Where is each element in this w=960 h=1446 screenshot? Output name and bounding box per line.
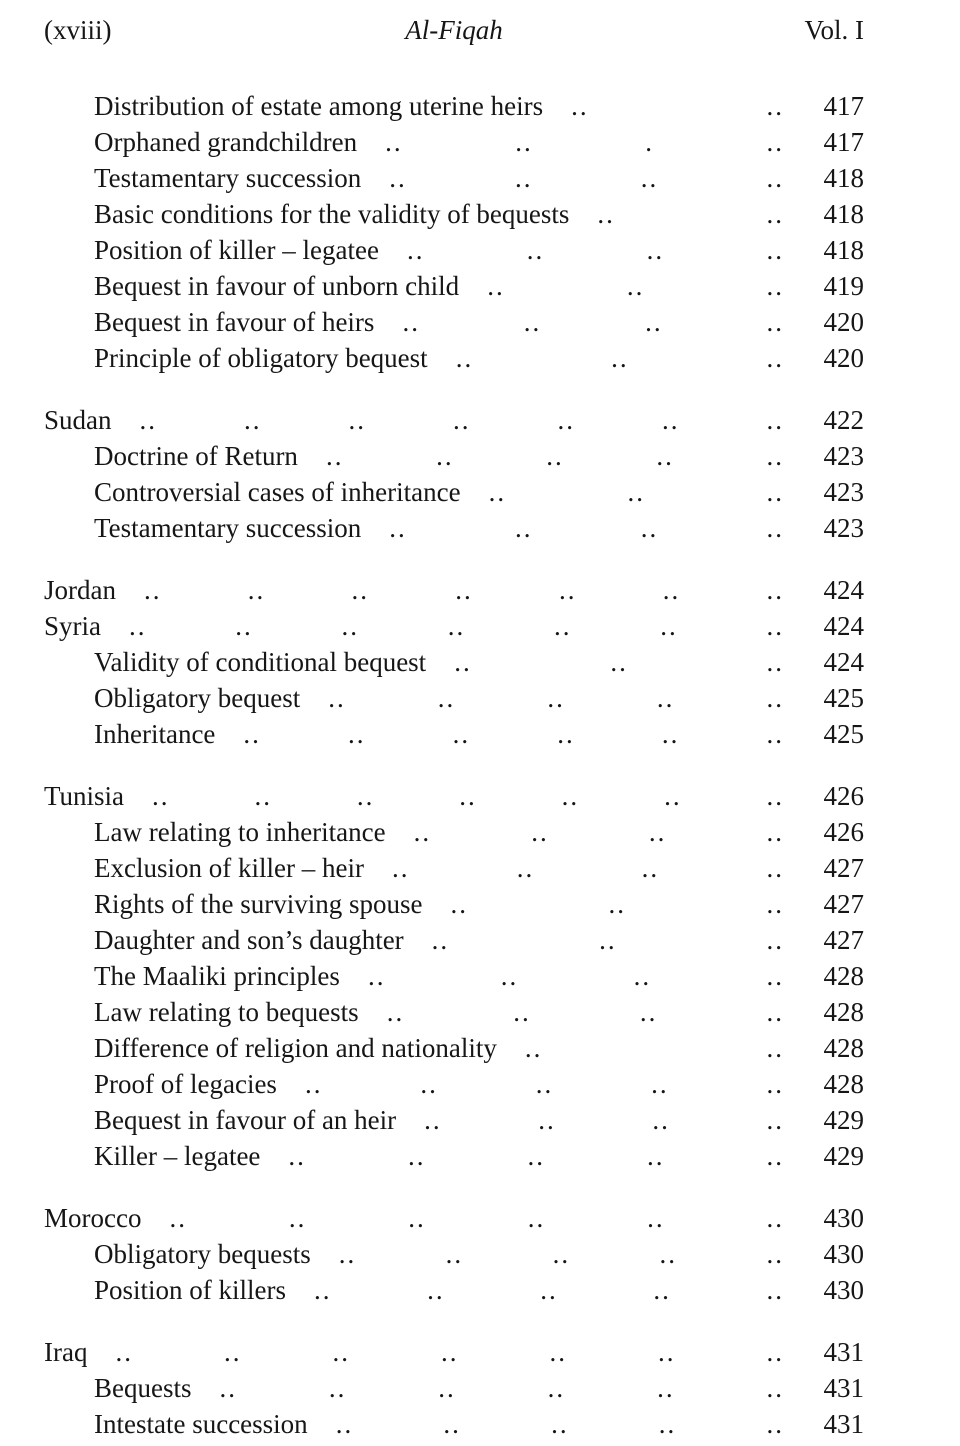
dot-group: .. [766,853,784,883]
dot-group: .. [633,961,652,991]
dot-group: .. [386,997,405,1027]
toc-entry-label: Syria [44,611,101,641]
dot-group: .. [455,575,473,605]
dot-group: .. [766,997,784,1027]
dot-group: .. [402,307,420,337]
dot-group: .. [652,1105,670,1135]
dot-group: .. [304,1069,323,1099]
toc-page-number: 425 [823,683,864,713]
dot-group: .. [513,997,531,1027]
toc-entry-label: Daughter and son’s daughter [94,925,404,955]
dot-group: .. [328,1373,347,1403]
dot-group: .. [413,817,432,847]
dot-group: .. [385,127,403,157]
dot-group: .. [766,889,784,919]
toc-entry-label: Bequests [94,1373,192,1403]
dot-group: .. [454,647,472,677]
dot-leader [311,1236,800,1272]
dot-group: .. [766,781,784,811]
dot-leader [386,814,800,850]
toc-page-number: 430 [823,1203,864,1233]
toc-row [44,1066,864,1102]
dot-group: .. [338,1239,357,1269]
toc-row [44,1334,864,1370]
dot-group: .. [488,477,507,507]
dot-group: .. [766,1409,784,1439]
toc-row [44,340,864,376]
toc-row [44,778,864,814]
toc-group [44,572,864,752]
dot-group: .. [335,1409,354,1439]
toc-row [44,124,864,160]
dot-group: .. [356,781,375,811]
dot-group: .. [531,817,549,847]
toc-entry-label: Exclusion of killer – heir [94,853,364,883]
dot-group: .. [516,853,535,883]
dot-group: .. [549,1337,567,1367]
dot-group: .. [766,405,784,435]
dot-group: .. [766,1105,784,1135]
toc-page-number: 428 [823,1069,864,1099]
toc-group [44,1200,864,1308]
toc-entry-label: Bequest in favour of an heir [94,1105,397,1135]
dot-group: .. [610,647,628,677]
toc-page-number: 418 [823,163,864,193]
toc-entry-label: Jordan [44,575,116,605]
dot-group: .. [554,611,572,641]
toc-entry-label: Position of killers [94,1275,287,1305]
toc-page-number: 428 [823,961,864,991]
toc-page-number: 423 [823,513,864,543]
dot-leader [426,644,800,680]
dot-group: .. [627,477,646,507]
toc-row [44,402,864,438]
toc-page-number: 425 [823,719,864,749]
dot-leader [461,474,800,510]
dot-group: .. [648,817,667,847]
dot-group: .. [540,1275,558,1305]
toc-row [44,160,864,196]
toc-entry-label: The Maaliki principles [94,961,340,991]
dot-group: .. [424,1105,442,1135]
dot-group: .. [254,781,272,811]
dot-group: .. [766,1337,784,1367]
dot-group: .. [766,441,784,471]
dot-leader [298,438,800,474]
toc-entry-label: Position of killer – legatee [94,235,379,265]
dot-group: .. [608,889,626,919]
toc-page-number: 418 [823,199,864,229]
dot-group: .. [515,513,533,543]
dot-group: .. [152,781,170,811]
dot-group: .. [524,1033,543,1063]
toc-entry-label: Bequest in favour of unborn child [94,271,460,301]
dot-leader [459,268,800,304]
dot-group: .. [391,853,410,883]
dot-group: .. [766,1239,784,1269]
dot-group: .. [527,1203,546,1233]
dot-group: .. [557,405,575,435]
dot-group: .. [766,235,784,265]
toc-row [44,232,864,268]
dot-group: .. [766,1373,784,1403]
dot-group: .. [656,441,674,471]
toc-row [44,1272,864,1308]
toc-row [44,886,864,922]
dot-group: .. [653,1275,671,1305]
dot-leader [308,1406,800,1442]
toc-entry-label: Tunisia [44,781,125,811]
dot-leader [215,716,800,752]
dot-group: .. [389,163,407,193]
toc-page-number: 418 [823,235,864,265]
toc-page-number: 422 [823,405,864,435]
toc-group [44,88,864,376]
dot-group: .. [766,719,784,749]
toc-row [44,268,864,304]
toc-page-number: 431 [823,1409,864,1439]
dot-group: .. [558,575,577,605]
dot-group: .. [445,1239,464,1269]
toc-row [44,922,864,958]
dot-group: .. [455,343,474,373]
dot-group: .. [766,271,784,301]
toc-row [44,1138,864,1174]
dot-group: .. [452,719,471,749]
toc-entry-label: Intestate succession [94,1409,308,1439]
toc-entry-label: Iraq [44,1337,88,1367]
dot-group: .. [348,405,366,435]
dot-group: .. [766,1069,784,1099]
dot-group: .. [408,1203,426,1233]
toc-row [44,994,864,1030]
dot-group: .. [436,441,454,471]
toc-entry-label: Obligatory bequest [94,683,301,713]
toc-entry-label: Distribution of estate among uterine heirs [94,91,544,121]
dot-leader [141,1200,800,1236]
dot-group: .. [766,343,784,373]
dot-group: .. [547,683,565,713]
toc-page-number: 430 [823,1275,864,1305]
dot-group: .. [235,611,253,641]
dot-group: .. [657,1373,675,1403]
toc-group [44,402,864,546]
dot-group: .. [500,961,519,991]
dot-group: .. [328,683,346,713]
toc-page-number: 426 [823,817,864,847]
dot-group: .. [640,163,659,193]
dot-group: .. [367,961,386,991]
page-number-label: (xviii) [44,15,112,45]
toc-entry-label: Rights of the surviving spouse [94,889,423,919]
toc-page-number: 420 [823,343,864,373]
dot-group: .. [557,719,575,749]
dot-group: .. [115,1337,133,1367]
dot-group: .. [766,575,784,605]
dot-leader [359,994,800,1030]
dot-group: .. [314,1275,332,1305]
dot-group: .. [766,127,784,157]
toc-row [44,644,864,680]
toc-entry-label: Killer – legatee [94,1141,261,1171]
toc-page-number: 428 [823,997,864,1027]
toc-row [44,1200,864,1236]
dot-group: .. [640,513,659,543]
dot-group: .. [766,817,784,847]
dot-group: .. [766,1033,784,1063]
dot-leader [357,124,800,160]
dot-group: .. [438,1373,456,1403]
toc-page-number: 419 [823,271,864,301]
toc-entry-label: Obligatory bequests [94,1239,311,1269]
dot-leader [192,1370,801,1406]
dot-group: .. [766,1203,784,1233]
toc-page-number: 431 [823,1337,864,1367]
dot-group: .. [766,199,784,229]
dot-group: .. [599,925,617,955]
dot-group: .. [440,1337,459,1367]
dot-group: .. [437,683,456,713]
dot-leader [300,680,800,716]
toc-page-number: 428 [823,1033,864,1063]
dot-leader [543,88,800,124]
dot-group: .. [351,575,369,605]
dot-group: .. [450,889,468,919]
toc-page-number: 430 [823,1239,864,1269]
dot-group: .. [447,611,466,641]
toc-row [44,88,864,124]
toc-page-number: 427 [823,925,864,955]
toc-row [44,438,864,474]
dot-group: .. [766,961,784,991]
toc-row [44,608,864,644]
dot-group: .. [766,163,784,193]
toc-page-number: 420 [823,307,864,337]
dot-group: .. [766,611,784,641]
toc-row [44,958,864,994]
toc-entry-label: Inheritance [94,719,216,749]
dot-group: .. [219,1373,237,1403]
dot-group: .. [427,1275,445,1305]
dot-group: .. [129,611,147,641]
dot-group: .. [645,307,663,337]
toc-entry-label: Controversial cases of inheritance [94,477,461,507]
toc-entry-label: Law relating to bequests [94,997,359,1027]
dot-group: .. [332,1337,350,1367]
toc-page-number: 429 [823,1105,864,1135]
dot-group: .. [766,1275,784,1305]
toc-row [44,680,864,716]
dot-leader [286,1272,800,1308]
dot-group: .. [660,611,678,641]
dot-group: .. [546,441,564,471]
dot-group: .. [647,1203,665,1233]
dot-group: .. [659,1239,678,1269]
dot-leader [277,1066,800,1102]
toc-row [44,716,864,752]
dot-group: .. [571,91,589,121]
dot-group: .. [661,719,680,749]
toc-row [44,304,864,340]
toc-page-number: 427 [823,853,864,883]
toc-page-number: 424 [823,611,864,641]
toc-entry-label: Morocco [44,1203,142,1233]
dot-group: .. [646,235,665,265]
dot-group: .. [523,307,542,337]
dot-group: .. [662,405,680,435]
toc-page-number: 424 [823,575,864,605]
dot-group: .. [662,575,681,605]
toc-entry-label: Proof of legacies [94,1069,277,1099]
toc-page-number: 426 [823,781,864,811]
dot-leader [364,850,800,886]
dot-group: .. [766,91,784,121]
toc-entry-label: Testamentary succession [94,163,362,193]
toc-row [44,510,864,546]
dot-group: .. [443,1409,461,1439]
dot-leader [361,510,800,546]
dot-group: .. [657,1337,676,1367]
toc-entry-label: Doctrine of Return [94,441,298,471]
dot-group: .. [639,997,658,1027]
dot-leader [260,1138,800,1174]
dot-group: .. [247,575,266,605]
toc-entry-label: Principle of obligatory bequest [94,343,428,373]
dot-leader [423,886,801,922]
toc-row [44,850,864,886]
dot-leader [124,778,800,814]
dot-leader [404,922,800,958]
toc-group [44,1334,864,1442]
dot-group: .. [551,1409,569,1439]
dot-group: .. [515,163,533,193]
dot-group: .. [664,781,682,811]
toc-page-number: 429 [823,1141,864,1171]
dot-group: .. [766,307,784,337]
toc-page-number: 423 [823,477,864,507]
dot-group: .. [552,1239,571,1269]
toc-page-number: 423 [823,441,864,471]
toc-page-number: 417 [823,91,864,121]
dot-group: .. [766,513,784,543]
dot-group: .. [406,235,425,265]
dot-group: .. [288,1203,307,1233]
toc-row [44,814,864,850]
dot-group: .. [658,1409,677,1439]
dot-group: .. [535,1069,554,1099]
toc-row [44,1102,864,1138]
dot-group: .. [766,647,784,677]
dot-leader [396,1102,800,1138]
dot-group: .. [526,235,545,265]
dot-group: .. [243,719,261,749]
dot-group: .. [459,781,477,811]
dot-group: .. [646,1141,665,1171]
dot-group: .. [143,575,162,605]
toc-row [44,1370,864,1406]
dot-leader [112,402,801,438]
dot-group: .. [597,199,615,229]
dot-group: .. [389,513,407,543]
dot-group: .. [325,441,344,471]
dot-group: .. [766,925,784,955]
toc-page-number: 431 [823,1373,864,1403]
dot-leader [101,608,800,644]
dot-group: .. [656,683,675,713]
volume-label: Vol. I [804,15,864,45]
dot-group: .. [651,1069,669,1099]
dot-group: .. [288,1141,306,1171]
dot-group: .. [611,343,629,373]
toc-list [44,88,864,1442]
dot-group: .. [487,271,505,301]
dot-group: .. [515,127,533,157]
toc-entry-label: Law relating to inheritance [94,817,386,847]
dot-group: .. [420,1069,438,1099]
dot-leader [374,304,800,340]
toc-page-number: 424 [823,647,864,677]
dot-group: .. [169,1203,187,1233]
dot-group: .. [766,1141,784,1171]
dot-group: .. [244,405,262,435]
dot-group: .. [766,477,784,507]
dot-group: .. [139,405,157,435]
dot-group: .. [348,719,366,749]
toc-group [44,778,864,1174]
toc-row [44,572,864,608]
dot-group: . [645,127,654,157]
dot-group: .. [223,1337,242,1367]
book-title: Al-Fiqah [405,15,503,45]
dot-group: .. [431,925,450,955]
toc-page-number: 417 [823,127,864,157]
dot-group: .. [561,781,580,811]
toc-entry-label: Validity of conditional bequest [94,647,427,677]
toc-row [44,1030,864,1066]
dot-group: .. [538,1105,556,1135]
dot-leader [379,232,800,268]
toc-entry-label: Difference of religion and nationality [94,1033,497,1063]
dot-leader [116,572,800,608]
dot-leader [87,1334,800,1370]
dot-group: .. [547,1373,566,1403]
toc-row [44,196,864,232]
dot-group: .. [341,611,359,641]
dot-group: .. [453,405,471,435]
toc-entry-label: Bequest in favour of heirs [94,307,375,337]
toc-entry-label: Orphaned grandchildren [94,127,358,157]
toc-entry-label: Testamentary succession [94,513,362,543]
page-header [44,12,864,48]
dot-leader [569,196,800,232]
dot-leader [361,160,800,196]
dot-leader [497,1030,800,1066]
dot-leader [340,958,800,994]
toc-entry-label: Sudan [44,405,112,435]
dot-group: .. [527,1141,545,1171]
toc-row [44,474,864,510]
toc-row [44,1406,864,1442]
dot-group: .. [407,1141,426,1171]
dot-leader [428,340,800,376]
toc-row [44,1236,864,1272]
dot-group: .. [641,853,660,883]
toc-page-number: 427 [823,889,864,919]
dot-group: .. [766,683,784,713]
dot-group: .. [626,271,645,301]
toc-entry-label: Basic conditions for the validity of bequests [94,199,570,229]
